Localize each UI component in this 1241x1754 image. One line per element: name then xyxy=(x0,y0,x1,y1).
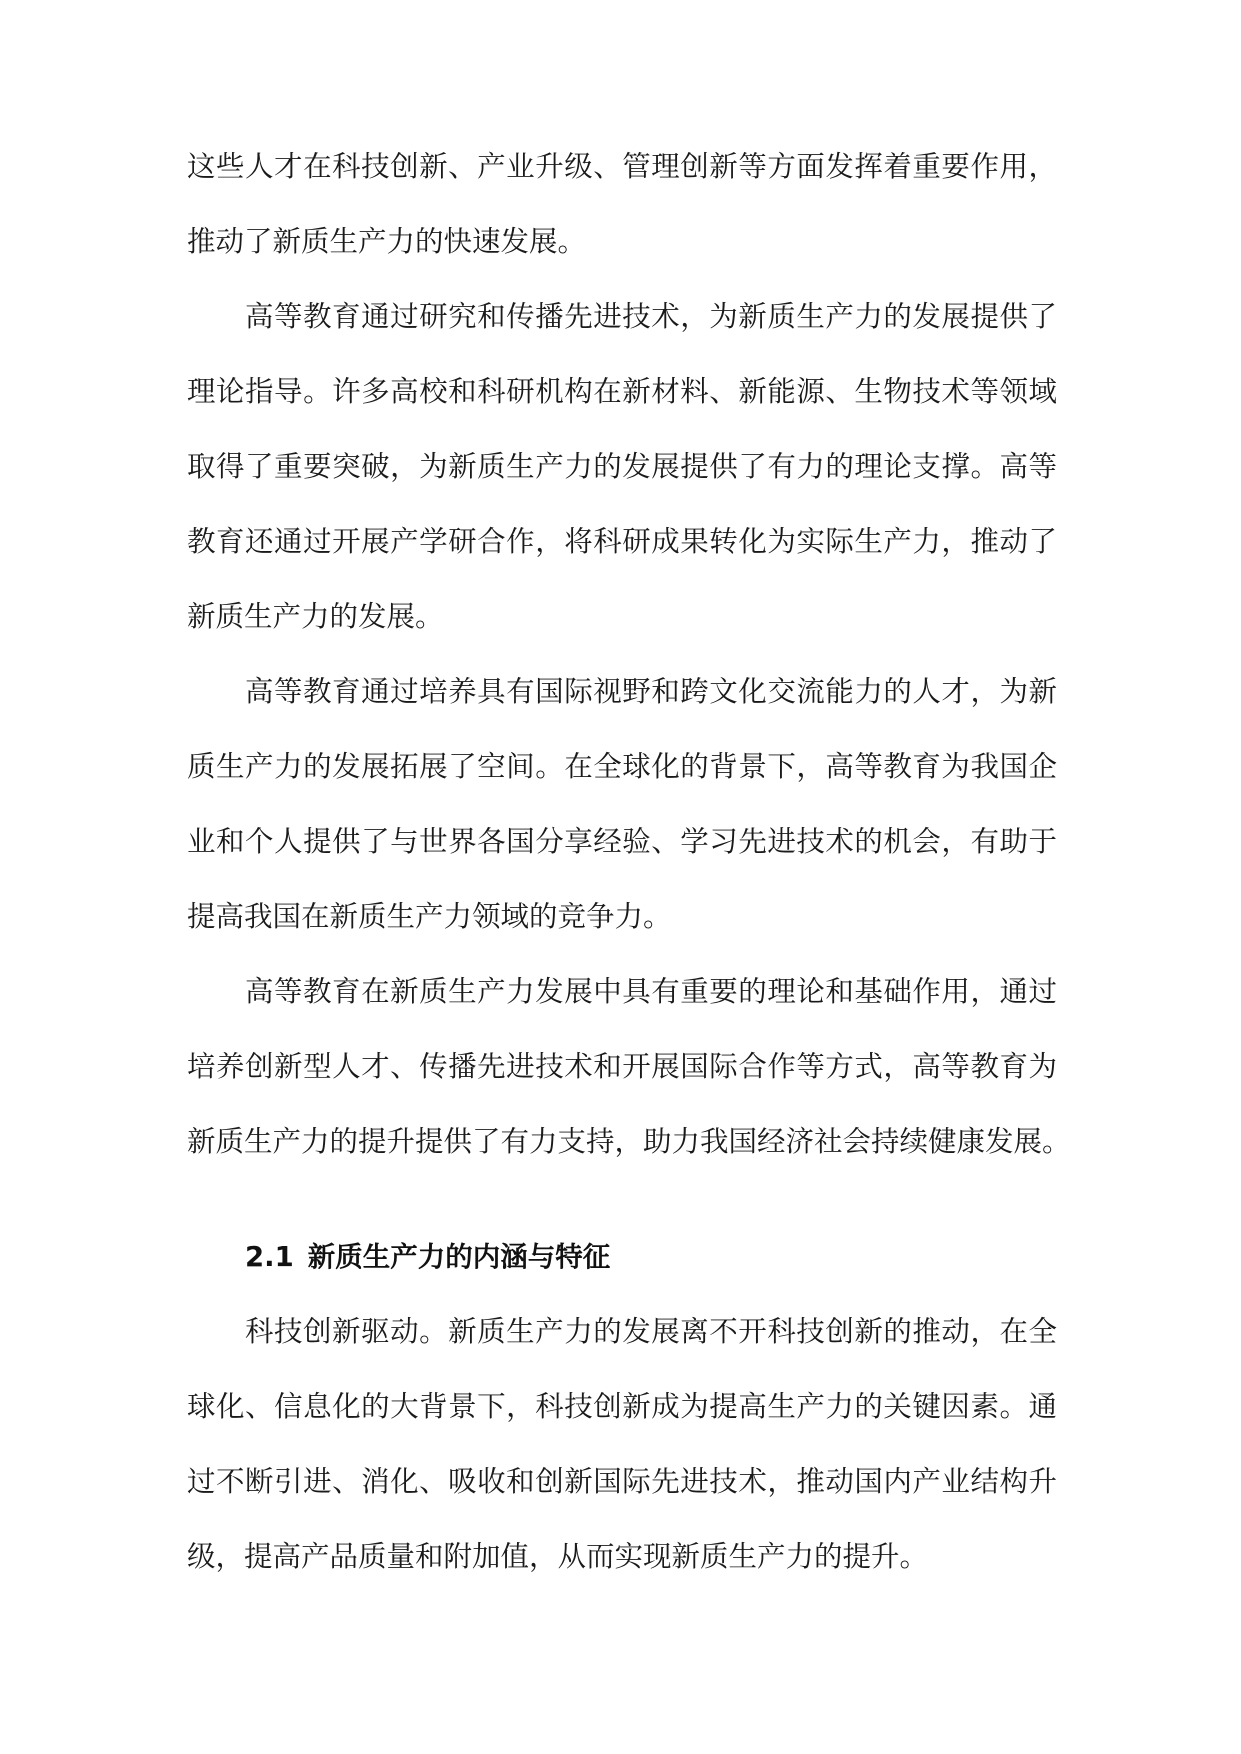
text-line: 培养创新型人才、传播先进技术和开展国际合作等方式，高等教育为 xyxy=(187,1050,1057,1083)
text-line: 过不断引进、消化、吸收和创新国际先进技术，推动国内产业结构升 xyxy=(187,1465,1057,1498)
text-line: 推动了新质生产力的快速发展。 xyxy=(187,225,587,258)
text-line: 这些人才在科技创新、产业升级、管理创新等方面发挥着重要作用， xyxy=(187,150,1057,183)
text-line: 高等教育通过培养具有国际视野和跨文化交流能力的人才，为新 xyxy=(245,675,1057,708)
section-number: 2.1 xyxy=(245,1241,294,1273)
text-line: 高等教育在新质生产力发展中具有重要的理论和基础作用，通过 xyxy=(245,975,1057,1008)
text-line: 提高我国在新质生产力领域的竞争力。 xyxy=(187,900,672,933)
text-line: 球化、信息化的大背景下，科技创新成为提高生产力的关键因素。通 xyxy=(187,1390,1057,1423)
paragraph xyxy=(187,143,1057,293)
text-line: 业和个人提供了与世界各国分享经验、学习先进技术的机会，有助于 xyxy=(187,825,1057,858)
section-spacer xyxy=(187,1193,1057,1233)
text-line: 取得了重要突破，为新质生产力的发展提供了有力的理论支撑。高等 xyxy=(187,450,1057,483)
text-line: 级，提高产品质量和附加值，从而实现新质生产力的提升。 xyxy=(187,1540,929,1573)
paragraph xyxy=(187,968,1071,1193)
paragraph xyxy=(187,668,1057,968)
section-heading xyxy=(187,1233,1057,1308)
page-body xyxy=(187,143,1071,1608)
section-title: 新质生产力的内涵与特征 xyxy=(307,1241,611,1273)
paragraph xyxy=(187,1308,1057,1608)
text-line: 教育还通过开展产学研合作，将科研成果转化为实际生产力，推动了 xyxy=(187,525,1057,558)
text-line: 新质生产力的提升提供了有力支持，助力我国经济社会持续健康发展。 xyxy=(187,1125,1071,1158)
text-line: 高等教育通过研究和传播先进技术，为新质生产力的发展提供了 xyxy=(245,300,1057,333)
paragraph xyxy=(187,293,1057,668)
text-line: 理论指导。许多高校和科研机构在新材料、新能源、生物技术等领域 xyxy=(187,375,1057,408)
text-line: 质生产力的发展拓展了空间。在全球化的背景下，高等教育为我国企 xyxy=(187,750,1057,783)
text-line: 科技创新驱动。新质生产力的发展离不开科技创新的推动，在全 xyxy=(245,1315,1057,1348)
text-line: 新质生产力的发展。 xyxy=(187,600,444,633)
